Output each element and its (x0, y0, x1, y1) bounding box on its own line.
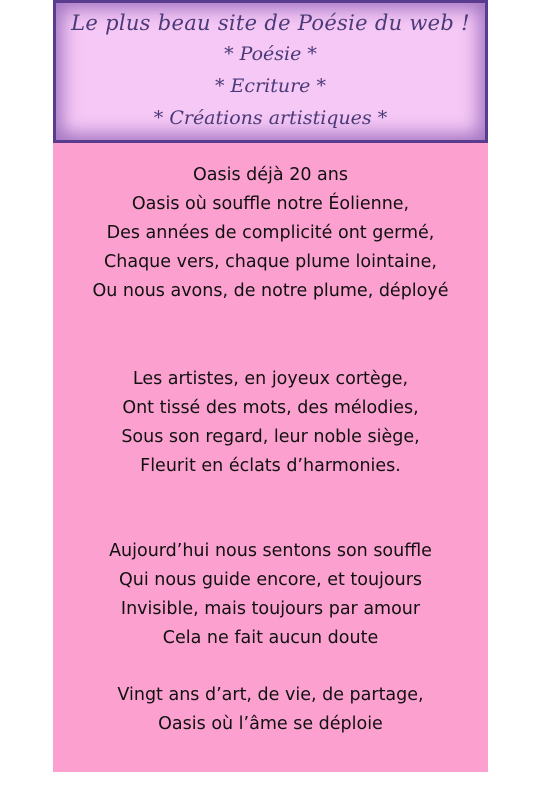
poem-line: Vingt ans d’art, de vie, de partage, (117, 685, 424, 705)
poem-line: Oasis où l’âme se déploie (158, 714, 383, 734)
poem-stanza (53, 365, 488, 481)
poem-line: Oasis déjà 20 ans (193, 165, 348, 185)
poem-line: Ont tissé des mots, des mélodies, (122, 398, 419, 418)
banner-item-poesie: * Poésie * (224, 43, 317, 65)
poem-line: Cela ne fait aucun doute (162, 628, 379, 648)
poem-stanza (53, 161, 488, 306)
poem-line: Qui nous guide encore, et toujours (118, 570, 423, 590)
poem-stanza (53, 681, 488, 739)
poem-line: Chaque vers, chaque plume lointaine, (104, 252, 437, 272)
poem-stanza (53, 537, 488, 653)
poem-line: Aujourd’hui nous sentons son souffle (109, 541, 432, 561)
poem-line: Ou nous avons, de notre plume, déployé (92, 281, 449, 301)
poem-line: Sous son regard, leur noble siège, (121, 427, 420, 447)
banner-item-ecriture: * Ecriture * (215, 75, 326, 97)
banner-tagline: Le plus beau site de Poésie du web ! (71, 11, 470, 35)
poem-panel (53, 143, 488, 772)
poem-line: Fleurit en éclats d’harmonies. (140, 456, 401, 476)
poem-line: Invisible, mais toujours par amour (120, 599, 421, 619)
poem-line: Des années de complicité ont germé, (106, 223, 435, 243)
poem-line: Oasis où souffle notre Éolienne, (131, 194, 410, 214)
site-banner (53, 0, 488, 143)
poem-line: Les artistes, en joyeux cortège, (132, 369, 409, 389)
banner-item-creations: * Créations artistiques * (153, 107, 388, 129)
